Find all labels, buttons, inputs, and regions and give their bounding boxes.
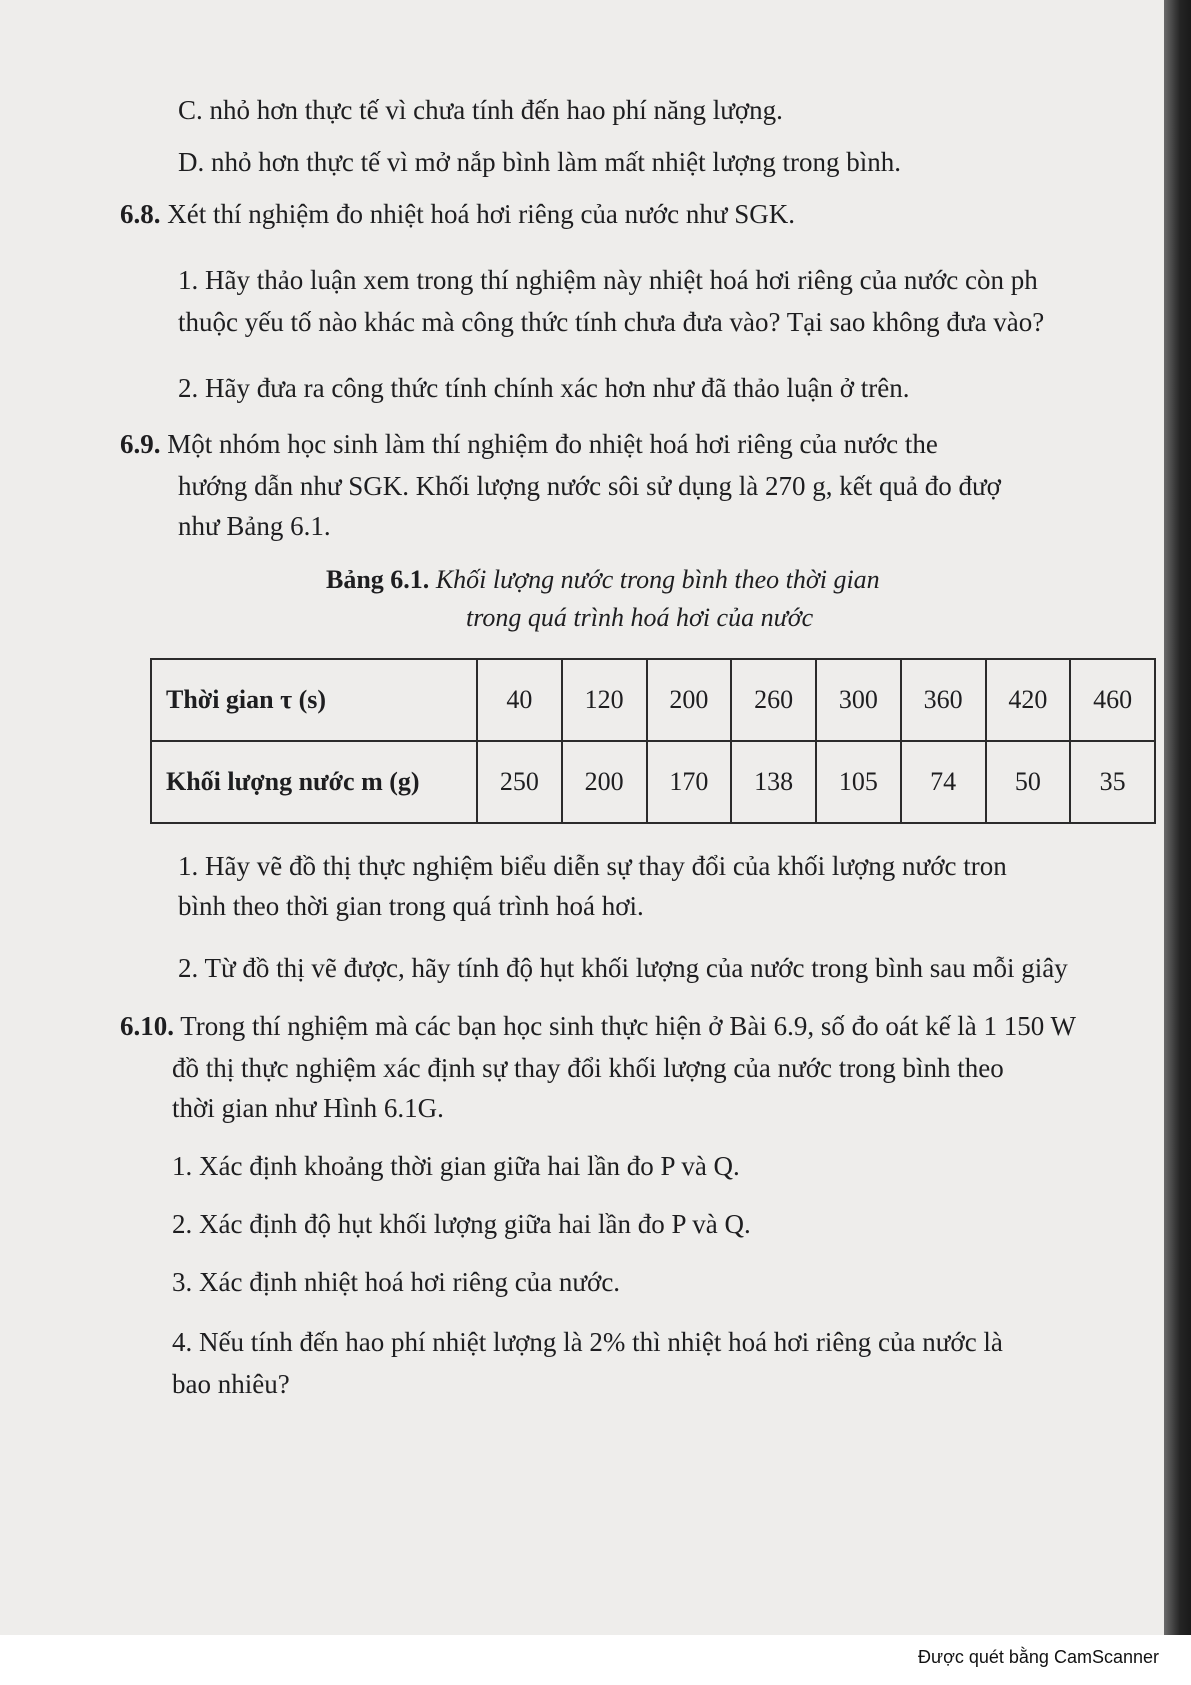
- table-caption-label: Bảng 6.1.: [326, 565, 430, 594]
- exercise-6-9-text: Một nhóm học sinh làm thí nghiệm đo nhiệt hoá hơi riêng của nước the: [167, 429, 938, 459]
- exercise-6-9-q1-line1: 1. Hãy vẽ đồ thị thực nghiệm biểu diễn sự thay đổi của khối lượng nước tron: [178, 851, 1007, 881]
- exercise-6-10-q3: 3. Xác định nhiệt hoá hơi riêng của nước.: [172, 1267, 621, 1297]
- table-cell: 260: [731, 659, 816, 741]
- table-row-mass: [151, 741, 1155, 823]
- row-label-time: Thời gian τ (s): [151, 659, 477, 741]
- exercise-6-10-stem-line1: [120, 1010, 1076, 1042]
- exercise-6-9-stem-line2: hướng dẫn như SGK. Khối lượng nước sôi sử dụng là 270 g, kết quả đo đượ: [178, 471, 1001, 501]
- footer-bar: [0, 1635, 1191, 1685]
- table-caption-line2: trong quá trình hoá hơi của nước: [466, 603, 814, 632]
- exercise-6-9-q1-line2: bình theo thời gian trong quá trình hoá hơi.: [178, 891, 644, 921]
- exercise-6-8-q2: 2. Hãy đưa ra công thức tính chính xác hơn như đã thảo luận ở trên.: [178, 373, 910, 403]
- exercise-6-8-stem: [120, 198, 795, 230]
- exercise-6-10-text: Trong thí nghiệm mà các bạn học sinh thực hiện ở Bài 6.9, số đo oát kế là 1 150 W: [180, 1011, 1077, 1041]
- table-cell: 200: [647, 659, 732, 741]
- table-caption: [326, 564, 880, 596]
- exercise-6-9-number: 6.9.: [120, 429, 161, 459]
- table-cell: 105: [816, 741, 901, 823]
- exercise-6-9-q2: 2. Từ đồ thị vẽ được, hãy tính độ hụt khối lượng của nước trong bình sau mỗi giây: [178, 953, 1068, 983]
- table-cell: 170: [647, 741, 732, 823]
- exercise-6-8-number: 6.8.: [120, 199, 161, 229]
- exercise-6-8-q1-line2: thuộc yếu tố nào khác mà công thức tính chưa đưa vào? Tại sao không đưa vào?: [178, 307, 1045, 337]
- exercise-6-8-q1-line1: 1. Hãy thảo luận xem trong thí nghiệm này nhiệt hoá hơi riêng của nước còn ph: [178, 265, 1038, 295]
- table-cell: 40: [477, 659, 562, 741]
- table-cell: 74: [901, 741, 986, 823]
- table-row-time: [151, 659, 1155, 741]
- exercise-6-10-stem-line3: thời gian như Hình 6.1G.: [172, 1093, 444, 1123]
- option-d: D. nhỏ hơn thực tế vì mở nắp bình làm mất nhiệt lượng trong bình.: [178, 147, 902, 177]
- exercise-6-8-text: Xét thí nghiệm đo nhiệt hoá hơi riêng của nước như SGK.: [167, 199, 795, 229]
- exercise-6-10-q1: 1. Xác định khoảng thời gian giữa hai lần đo P và Q.: [172, 1151, 740, 1181]
- table-cell: 200: [562, 741, 647, 823]
- table-cell: 360: [901, 659, 986, 741]
- exercise-6-10-q4-line2: bao nhiêu?: [172, 1369, 290, 1399]
- table-cell: 35: [1070, 741, 1155, 823]
- exercise-6-10-stem-line2: đồ thị thực nghiệm xác định sự thay đổi khối lượng của nước trong bình theo: [172, 1053, 1004, 1083]
- row-label-mass: Khối lượng nước m (g): [151, 741, 477, 823]
- option-c: C. nhỏ hơn thực tế vì chưa tính đến hao phí năng lượng.: [178, 95, 783, 125]
- table-cell: 250: [477, 741, 562, 823]
- exercise-6-10-number: 6.10.: [120, 1011, 174, 1041]
- exercise-6-9-stem-line3: như Bảng 6.1.: [178, 511, 331, 541]
- page-binding-shadow: [1164, 0, 1191, 1635]
- exercise-6-10-q4-line1: 4. Nếu tính đến hao phí nhiệt lượng là 2% thì nhiệt hoá hơi riêng của nước là: [172, 1327, 1003, 1357]
- table-cell: 138: [731, 741, 816, 823]
- exercise-6-10-q2: 2. Xác định độ hụt khối lượng giữa hai lần đo P và Q.: [172, 1209, 751, 1239]
- table-cell: 460: [1070, 659, 1155, 741]
- table-caption-title: Khối lượng nước trong bình theo thời gian: [435, 565, 880, 594]
- scanner-watermark: Được quét bằng CamScanner: [918, 1647, 1159, 1667]
- table-cell: 50: [986, 741, 1071, 823]
- table-cell: 120: [562, 659, 647, 741]
- data-table: [150, 658, 1156, 824]
- exercise-6-9-stem-line1: [120, 428, 938, 460]
- table-cell: 420: [986, 659, 1071, 741]
- table-cell: 300: [816, 659, 901, 741]
